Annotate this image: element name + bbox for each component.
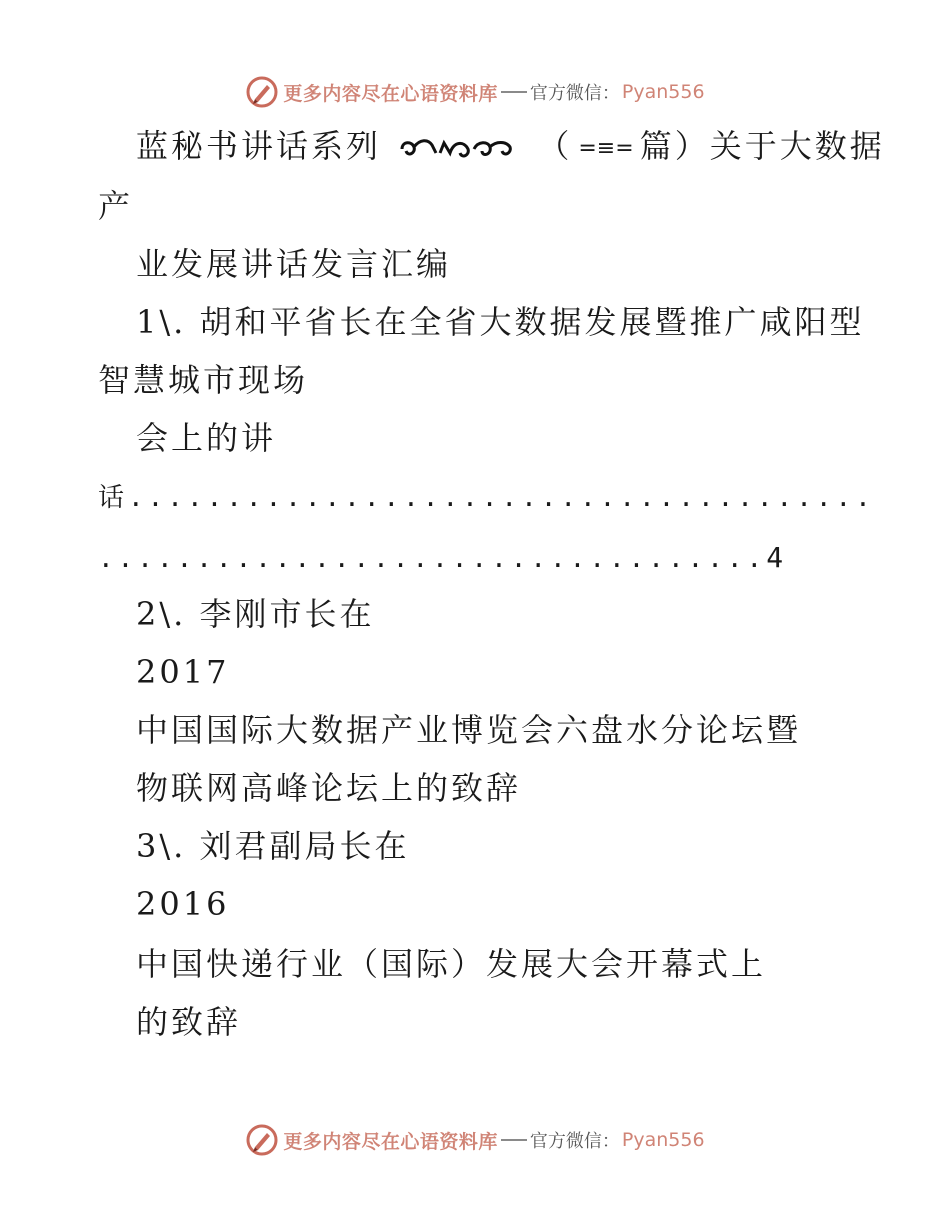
toc-item-2-line3: 中国国际大数据产业博览会六盘水分论坛暨 <box>136 711 802 749</box>
toc-item-3-line3: 中国快递行业（国际）发展大会开幕式上 <box>136 945 767 983</box>
toc-item-1-leader-dots: .................................. <box>98 544 767 574</box>
watermark-brand-text: 更多内容尽在心语资料库 <box>283 82 498 105</box>
title-part2: 篇）关于大数据 <box>639 127 885 165</box>
toc-item-1-line2: 智慧城市现场 <box>98 361 309 399</box>
toc-item-1-leader: 话...................................... <box>98 483 875 513</box>
toc-item-3-line1: 3\. 刘君副局长在 <box>136 827 410 865</box>
toc-item-2-line1: 2\. 李刚市长在 <box>136 595 375 633</box>
toc-item-3-line4: 的致辞 <box>136 1003 242 1041</box>
toc-item-1-leader-row <box>98 536 786 579</box>
watermark-official-text: 官方微信： <box>529 83 620 104</box>
document-title <box>136 126 885 169</box>
toc-item-2-line2: 2017 <box>136 653 230 691</box>
footer-watermark <box>0 1120 950 1160</box>
watermark-dash <box>501 91 527 93</box>
title-mark: =≡= <box>578 135 634 161</box>
watermark-brand-text: 更多内容尽在心语资料库 <box>283 1130 498 1153</box>
decorative-ornament-icon <box>398 135 520 163</box>
watermark-dash <box>501 1139 527 1141</box>
header-watermark <box>0 72 950 112</box>
watermark-wechat-id: Pyan556 <box>621 81 705 103</box>
toc-item-1-page-number: 4 <box>766 541 787 574</box>
pen-logo-icon <box>245 1123 279 1157</box>
title-wrap: 产 <box>98 187 134 225</box>
toc-item-3-line2: 2016 <box>136 885 230 923</box>
title-part1: 蓝秘书讲话系列 <box>136 127 382 165</box>
title-line2: 业发展讲话发言汇编 <box>136 245 452 283</box>
watermark-wechat-id: Pyan556 <box>621 1129 705 1151</box>
toc-item-2-line4: 物联网高峰论坛上的致辞 <box>136 769 522 807</box>
toc-item-1-line3: 会上的讲 <box>136 419 277 457</box>
title-paren-open: （ <box>537 127 573 165</box>
watermark-official-text: 官方微信： <box>529 1131 620 1152</box>
pen-logo-icon <box>245 75 279 109</box>
toc-item-1-line1: 1\. 胡和平省长在全省大数据发展暨推广咸阳型 <box>136 303 865 341</box>
